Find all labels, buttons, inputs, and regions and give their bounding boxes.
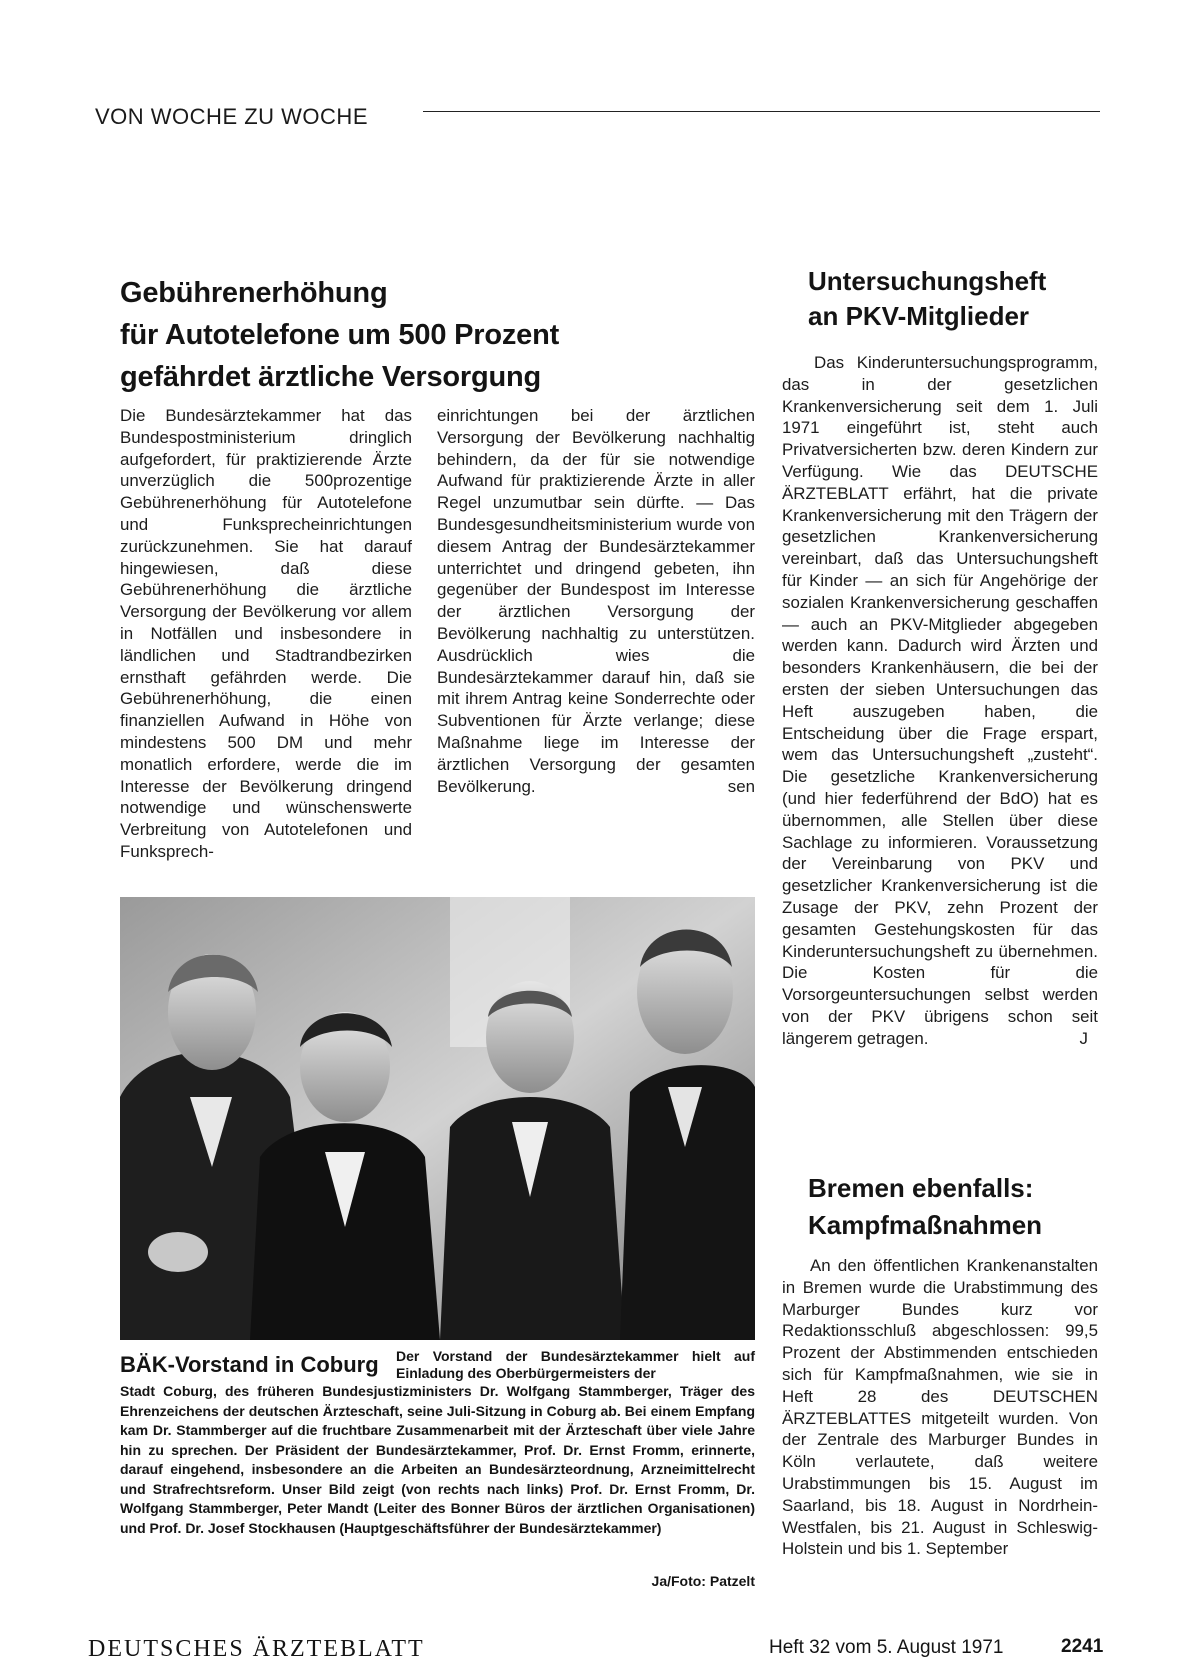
photo-credit: Ja/Foto: Patzelt [651, 1573, 755, 1589]
photo-caption-lead: Der Vorstand der Bundesärztekammer hielt auf Einladung des Oberbürgermeisters der [396, 1348, 755, 1381]
pkv-article-text: Das Kinderuntersuchungsprogramm, das in der gesetzlichen Krankenversicherung seit dem 1. Juli 1971 eingeführt ist, steht auch Privatversicherten bzw. deren Kindern zur Verfügung. Wie das DEUTSCHE ÄRZTEBLATT erfährt, hat die private Krankenversicherung mit den Trägern der gesetzlichen Krankenversicherung vereinbart, daß das Untersuchungsheft für Kinder — an sich für Angehörige der sozialen Krankenversicherung geschaffen — auch an PKV-Mitglieder abgegeben werden kann. Dadurch wird Ärzten und besonders Krankenhäusern, die bei der ersten der sieben Untersuchungen das Heft auszugeben haben, die Entscheidung über die Frage erspart, wem das Untersuchungsheft „zusteht“. Die gesetzliche Krankenversicherung (und hier federführend der BdO) hat es übernommen, alle Stellen über diese Sachlage zu informieren. Voraussetzung der Vereinbarung von PKV und gesetzlicher Krankenversicherung ist die Zusage der PKV, zehn Prozent der gesamten Gestehungskosten für das Kinderuntersuchungsheft zu übernehmen. Die Kosten für die Vorsorgeuntersuchungen selbst werden von der PKV übrigens schon seit längerem getragen. [782, 353, 1098, 1048]
main-article-signature: sen [727, 776, 755, 796]
bremen-headline [808, 1170, 1042, 1244]
bremen-article-body: An den öffentlichen Krankenanstalten in Bremen wurde die Urabstimmung des Marburger Bundes kurz vor Redaktionsschluß abgeschlossen: 99,5 Prozent der Abstimmenden entschieden sich für Kampfmaßnahmen, wie sie in Heft 28 des DEUTSCHEN ÄRZTEBLATTES mitgeteilt wurden. Von der Zentrale des Marburger Bundes in Köln verlautete, daß weitere Urabstimmungen bis 15. August im Saarland, bis 18. August in Nordrhein-Westfalen, bis 21. August in Schleswig-Holstein und bis 1. September [782, 1256, 1098, 1559]
journal-name: DEUTSCHES ÄRZTEBLATT [88, 1636, 425, 1662]
pkv-article-body [782, 352, 1098, 1050]
main-article-text: einrichtungen bei der ärztlichen Versorgung der Bevölkerung nachhaltig behindern, da der für sie notwendige Aufwand für praktizierende Ärzte in aller Regel unzumutbar sein dürfte. — Das Bundesgesundheitsministerium wurde von diesem Antrag der Bundesärztekammer unterrichtet und dringend gebeten, ihn gegenüber der Bundespost im Interesse der ärztlichen Versorgung der Bevölkerung nachhaltig zu unterstützen. Ausdrücklich wies die Bundesärztekammer darauf hin, daß sie mit ihrem Antrag keine Sonderrechte oder Subventionen für Ärzte verlange; diese Maßnahme liege im Interesse der ärztlichen Versorgung der gesamten Bevölkerung. [437, 406, 755, 796]
main-article-column-2 [437, 405, 755, 797]
main-article-column-1: Die Bundesärztekammer hat das Bundespostministerium dringlich aufgefordert, für praktizierende Ärzte unverzüglich die 500prozentige Gebührenerhöhung für Autotelefone und Funksprecheinrichtungen zurückzunehmen. Sie hat darauf hingewiesen, daß diese Gebührenerhöhung die ärztliche Versorgung der Bevölkerung vor allem in Notfällen und insbesondere in ländlichen und Stadtrandbezirken ernsthaft gefährden werde. Die Gebührenerhöhung, die einen finanziellen Aufwand in Höhe von mindestens 500 DM und mehr monatlich erfordere, werde die im Interesse der Bevölkerung dringend notwendige und wünschenswerte Verbreitung von Autotelefonen und Funksprech- [120, 406, 412, 861]
issue-info: Heft 32 vom 5. August 1971 [769, 1637, 1004, 1658]
board-photo-image [120, 897, 755, 1340]
bremen-headline-line: Bremen ebenfalls: [808, 1173, 1034, 1203]
main-headline-line: gefährdet ärztliche Versorgung [120, 361, 542, 393]
photo-caption-title: BÄK-Vorstand in Coburg [120, 1352, 379, 1377]
photo-caption-body: Stadt Coburg, des früheren Bundesjustizministers Dr. Wolfgang Stammberger, Träger des Ehrenzeichens der deutschen Ärzteschaft, seine Juli-Sitzung in Coburg ab. Bei einem Empfang kam Dr. Stammberger auf die fruchtbare Zusammenarbeit mit der Ärzteschaft über viele Jahre hin zu sprechen. Der Präsident der Bundesärztekammer, Prof. Dr. Ernst Fromm, erinnerte, darauf eingehend, insbesondere an die Arbeiten an Bundesärzteordnung, Arzneimittelrecht und Strafrechtsreform. Unser Bild zeigt (von rechts nach links) Prof. Dr. Ernst Fromm, Dr. Wolfgang Stammberger, Peter Mandt (Leiter des Bonner Büros der ärztlichen Organisationen) und Prof. Dr. Josef Stockhausen (Hauptgeschäftsführer der Bundesärztekammer) [120, 1383, 755, 1536]
pkv-article-signature: J [1079, 1028, 1088, 1048]
pkv-headline [808, 264, 1046, 334]
pkv-headline-line: Untersuchungsheft [808, 266, 1047, 296]
pkv-headline-line: an PKV-Mitglieder [808, 301, 1030, 331]
section-label: VON WOCHE ZU WOCHE [95, 104, 368, 129]
section-rule [423, 111, 1100, 112]
main-headline-line: Gebührenerhöhung [120, 277, 388, 309]
main-headline-line: für Autotelefone um 500 Prozent [120, 319, 560, 351]
board-photo [120, 897, 755, 1340]
bremen-headline-line: Kampfmaßnahmen [808, 1210, 1043, 1240]
main-headline [120, 272, 559, 398]
page-number: 2241 [1061, 1636, 1104, 1657]
